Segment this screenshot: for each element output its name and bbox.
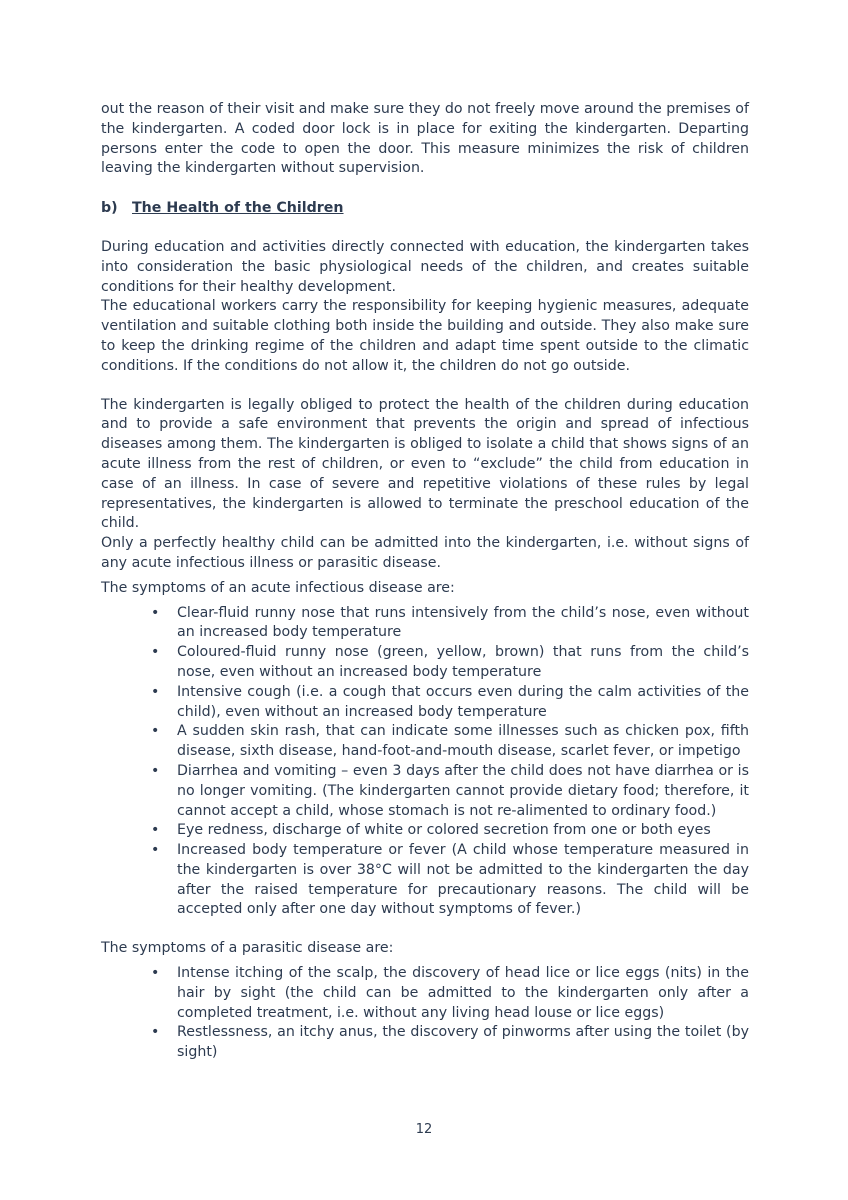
parasitic-symptoms-intro: The symptoms of a parasitic disease are:	[101, 940, 394, 957]
paragraph-educational-workers: The educational workers carry the responsibility for keeping hygienic measures, adequate ventilation and suitable clothing both inside the building and outside. They also make sure to keep the drinking regime of the children and adapt time spent outside to the climatic conditions. If the conditions do not allow it, the children do not go outside.	[101, 298, 749, 374]
list-item: • Restlessness, an itchy anus, the discovery of pinworms after using the toilet (by sight)	[177, 1023, 749, 1063]
list-item: • Coloured-fluid runny nose (green, yellow, brown) that runs from the child’s nose, even without an increased body temperature	[177, 643, 749, 683]
paragraph-physiological-needs: During education and activities directly connected with education, the kindergarten takes into consideration the basic physiological needs of the children, and creates suitable conditions for their healthy development.	[101, 238, 749, 295]
document-page	[101, 100, 749, 1063]
acute-symptoms-intro: The symptoms of an acute infectious disease are:	[101, 579, 455, 596]
list-item: • A sudden skin rash, that can indicate some illnesses such as chicken pox, fifth disease, sixth disease, hand-foot-and-mouth disease, scarlet fever, or impetigo	[177, 722, 749, 762]
section-label: b)	[101, 200, 118, 217]
intro-paragraph: out the reason of their visit and make sure they do not freely move around the premises of the kindergarten. A coded door lock is in place for exiting the kindergarten. Departing persons enter the code to open the door. This measure minimizes the risk of children leaving the kindergarten without supervision.	[101, 101, 749, 177]
list-item: • Intensive cough (i.e. a cough that occurs even during the calm activities of the child), even without an increased body temperature	[177, 683, 749, 723]
list-item: • Eye redness, discharge of white or colored secretion from one or both eyes	[177, 821, 749, 841]
paragraph-healthy-child: Only a perfectly healthy child can be admitted into the kindergarten, i.e. without signs of any acute infectious illness or parasitic disease.	[101, 535, 749, 571]
list-item: • Increased body temperature or fever (A child whose temperature measured in the kindergarten is over 38°C will not be admitted to the kindergarten the day after the raised temperature for precautionary reasons. The child will be accepted only after one day without symptoms of fever.)	[177, 841, 749, 920]
list-item: • Diarrhea and vomiting – even 3 days after the child does not have diarrhea or is no longer vomiting. (The kindergarten cannot provide dietary food; therefore, it cannot accept a child, whose stomach is not re-alimented to ordinary food.)	[177, 762, 749, 821]
section-heading	[101, 199, 749, 219]
acute-symptoms-list	[101, 604, 749, 921]
page-number: 12	[415, 1122, 433, 1137]
section-title: The Health of the Children	[132, 200, 344, 217]
list-item: • Intense itching of the scalp, the discovery of head lice or lice eggs (nits) in the hair by sight (the child can be admitted to the kindergarten only after a completed treatment, i.e. without any living head louse or lice eggs)	[177, 964, 749, 1023]
list-item: • Clear-fluid runny nose that runs intensively from the child’s nose, even without an increased body temperature	[177, 604, 749, 644]
paragraph-legal-obligation: The kindergarten is legally obliged to protect the health of the children during education and to provide a safe environment that prevents the origin and spread of infectious diseases among them. The kindergarten is obliged to isolate a child that shows signs of an acute illness from the rest of children, or even to “exclude” the child from education in case of an illness. In case of severe and repetitive violations of these rules by legal representatives, the kindergarten is allowed to terminate the preschool education of the child.	[101, 396, 749, 532]
parasitic-symptoms-list	[101, 964, 749, 1063]
